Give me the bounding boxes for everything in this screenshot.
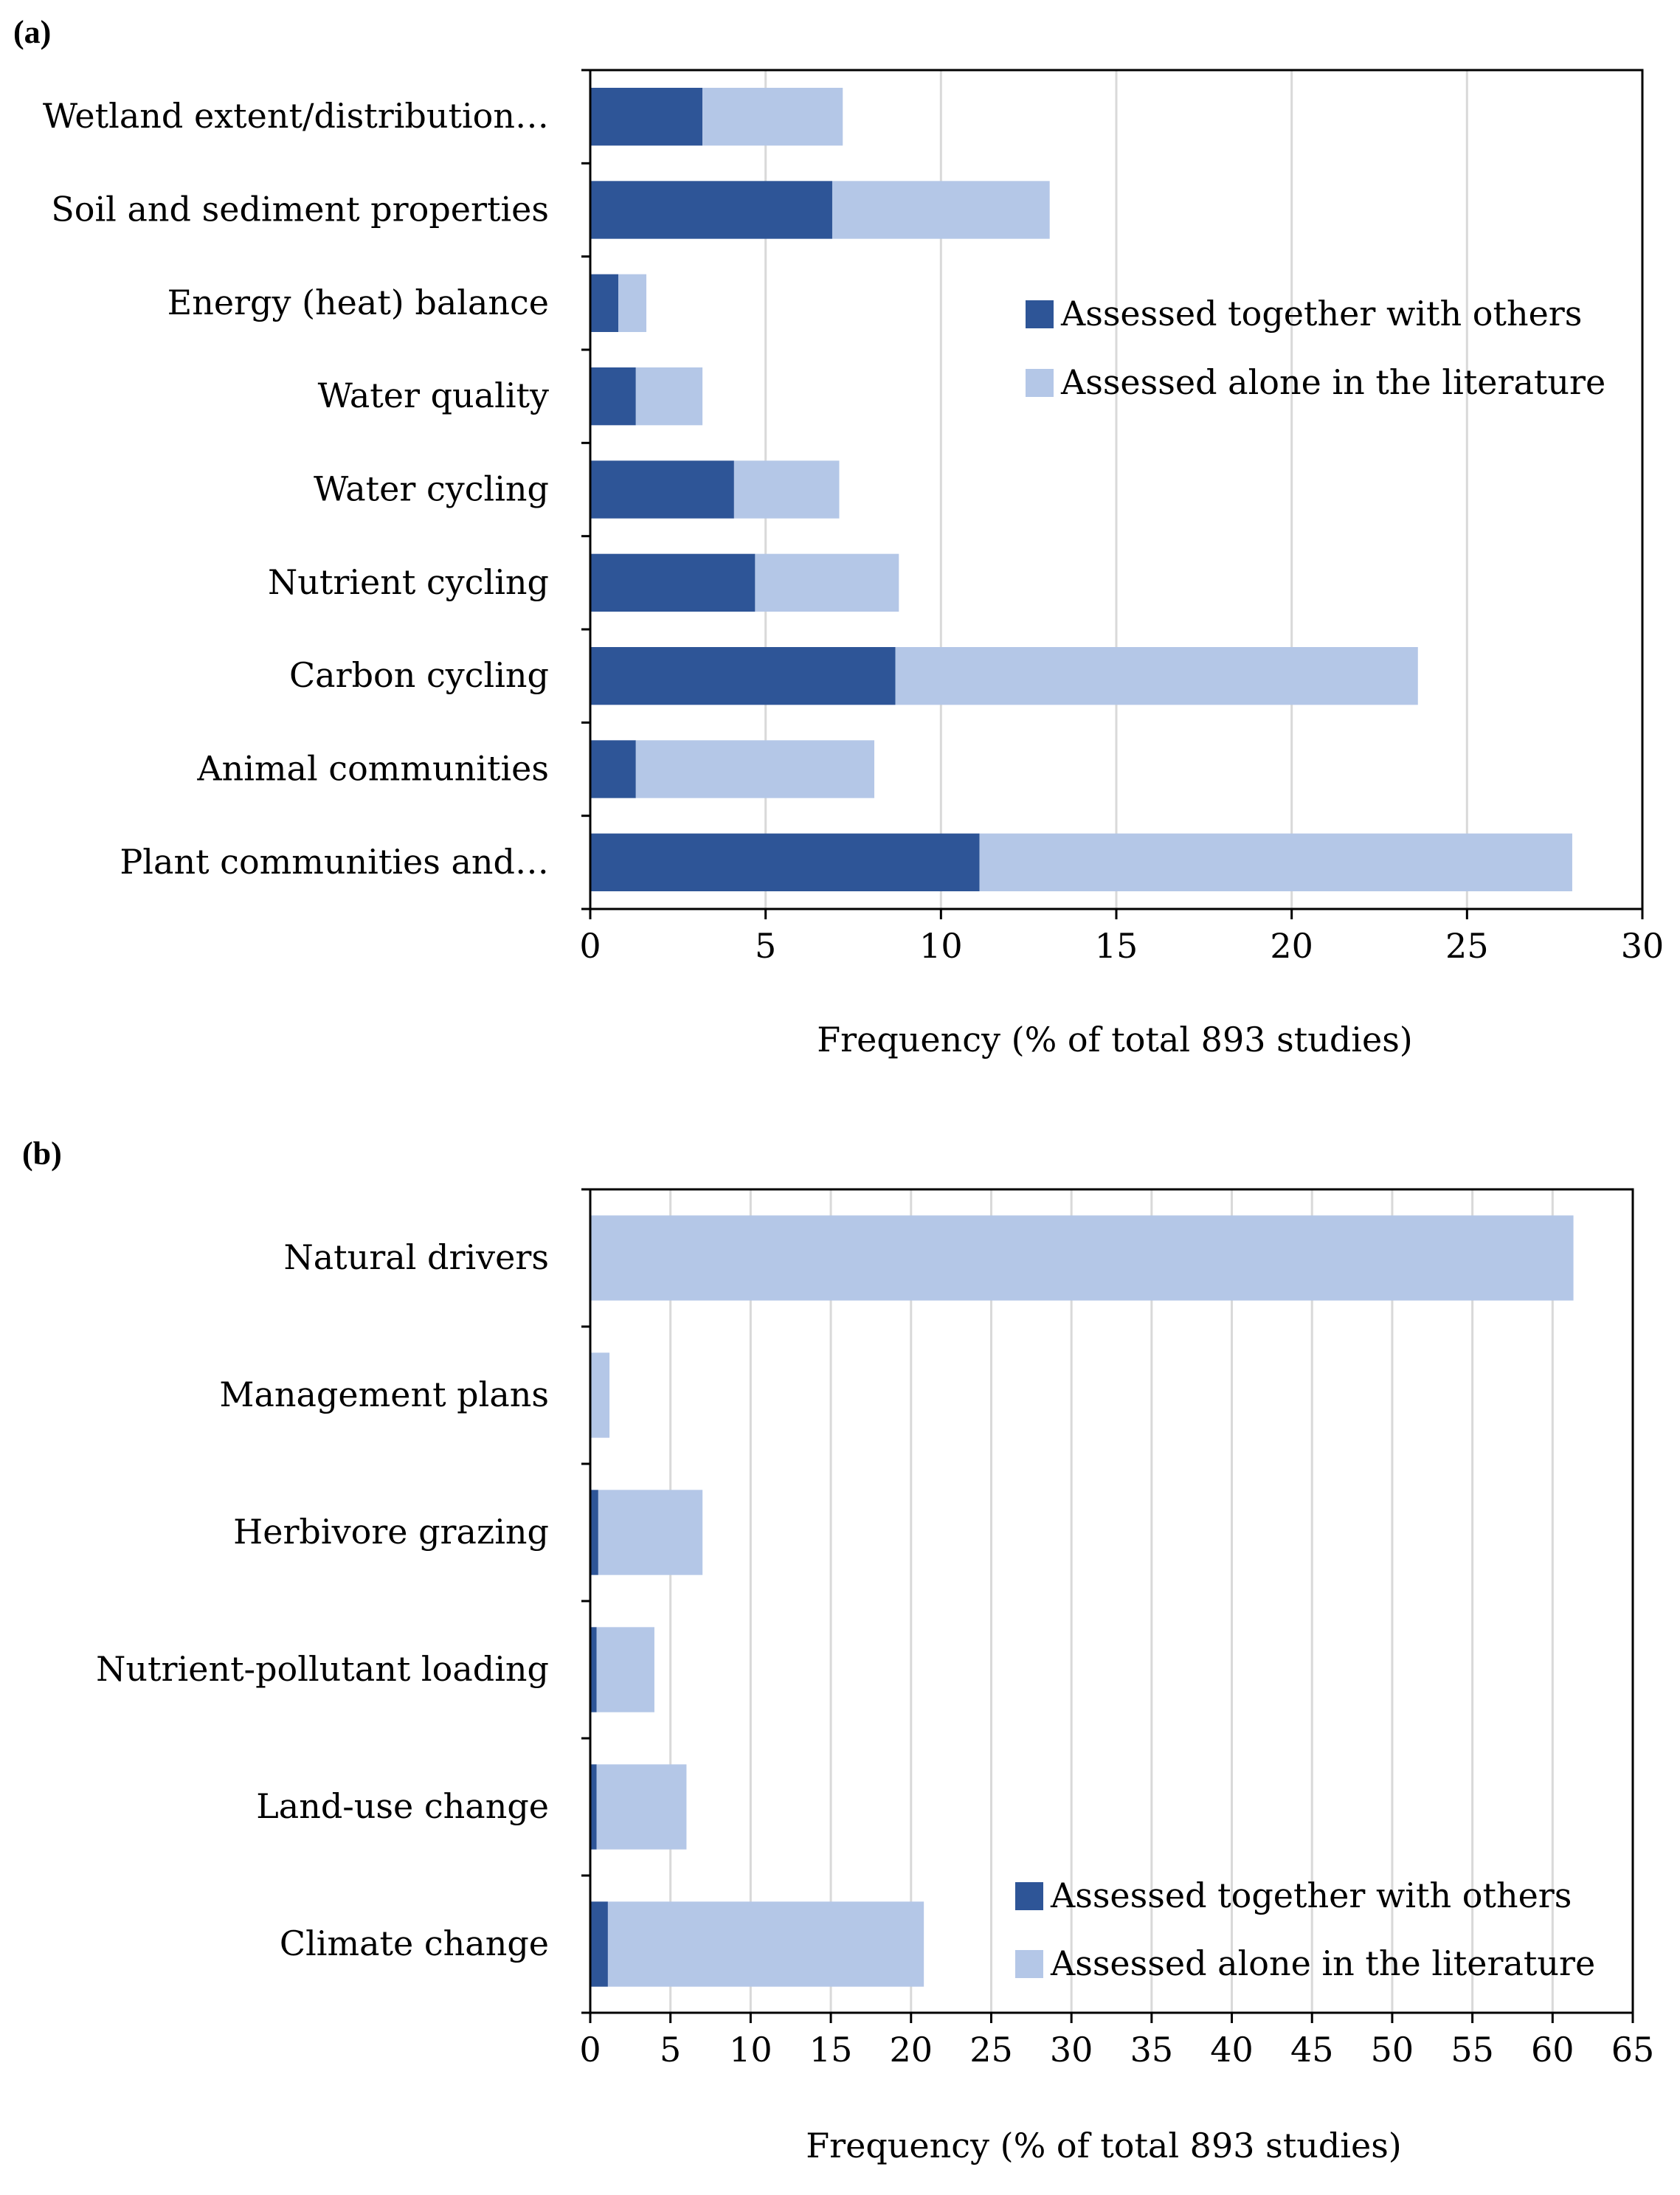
bar-alone	[702, 88, 843, 145]
category-label: Natural drivers	[283, 1237, 549, 1277]
x-tick-label: 20	[1270, 926, 1313, 966]
bar-together	[590, 554, 755, 612]
x-tick-label: 35	[1130, 2030, 1174, 2070]
x-tick-label: 60	[1531, 2030, 1574, 2070]
category-label: Carbon cycling	[288, 655, 549, 696]
bar-alone	[590, 1215, 1574, 1300]
bar-alone	[597, 1764, 687, 1849]
x-tick-label: 15	[809, 2030, 853, 2070]
x-tick-label: 50	[1370, 2030, 1414, 2070]
category-label: Land-use change	[256, 1786, 549, 1826]
bar-alone	[590, 1352, 609, 1437]
x-tick-label: 10	[919, 926, 963, 966]
panel-a-label: (a)	[13, 14, 52, 50]
x-tick-label: 15	[1094, 926, 1138, 966]
x-tick-label: 30	[1049, 2030, 1093, 2070]
category-label: Herbivore grazing	[233, 1512, 549, 1552]
bar-alone	[980, 834, 1572, 891]
category-label: Energy (heat) balance	[167, 282, 549, 322]
legend-label-together: Assessed together with others	[1051, 1876, 1572, 1915]
bar-alone	[896, 647, 1418, 705]
x-tick-label: 55	[1451, 2030, 1494, 2070]
panel-b-tick-labels	[579, 2030, 1654, 2070]
panel-b-label: (b)	[22, 1135, 62, 1172]
panel-a-legend	[1026, 294, 1605, 402]
category-label: Water quality	[317, 376, 549, 416]
bar-alone	[636, 367, 702, 425]
bar-together	[590, 1901, 608, 1986]
bar-alone	[598, 1490, 702, 1574]
panel-b-x-axis-title: Frequency (% of total 893 studies)	[806, 2126, 1402, 2165]
bar-alone	[636, 740, 874, 798]
bar-alone	[832, 181, 1050, 238]
bar-together	[590, 181, 832, 238]
category-label: Management plans	[219, 1375, 549, 1414]
legend-label-alone: Assessed alone in the literature	[1061, 362, 1606, 402]
x-tick-label: 0	[579, 926, 601, 966]
x-tick-label: 5	[660, 2030, 682, 2070]
x-tick-label: 25	[1445, 926, 1489, 966]
bar-alone	[597, 1627, 654, 1712]
x-tick-label: 30	[1620, 926, 1665, 966]
legend-swatch-together	[1026, 300, 1054, 328]
x-tick-label: 5	[755, 926, 777, 966]
bar-together	[590, 274, 618, 332]
category-label: Animal communities	[197, 748, 549, 789]
bar-together	[590, 647, 896, 705]
x-tick-label: 25	[969, 2030, 1013, 2070]
panel-a-category-labels	[43, 96, 549, 882]
panel-b-category-labels	[96, 1237, 549, 1963]
bar-alone	[618, 274, 646, 332]
category-label: Soil and sediment properties	[51, 189, 549, 229]
panel-b-legend	[1015, 1876, 1595, 1983]
x-tick-label: 65	[1611, 2030, 1655, 2070]
bar-together	[590, 460, 734, 518]
legend-swatch-together	[1015, 1882, 1043, 1910]
bar-alone	[755, 554, 899, 612]
panel-a-tick-labels	[579, 926, 1664, 966]
x-tick-label: 20	[889, 2030, 933, 2070]
bar-together	[590, 834, 980, 891]
category-label: Wetland extent/distribution…	[42, 96, 549, 136]
legend-swatch-alone	[1026, 369, 1054, 397]
bar-alone	[608, 1901, 924, 1986]
x-tick-label: 40	[1210, 2030, 1254, 2070]
panel-b-chart	[22, 1135, 1654, 2165]
bar-together	[590, 740, 636, 798]
bar-together	[590, 367, 636, 425]
panel-b-bars	[590, 1215, 1574, 1986]
panel-a-chart	[13, 14, 1664, 1060]
legend-swatch-alone	[1015, 1950, 1043, 1978]
bar-alone	[734, 460, 840, 518]
panel-a-bars	[590, 88, 1572, 891]
legend-label-alone: Assessed alone in the literature	[1051, 1943, 1596, 1983]
bar-together	[590, 1490, 598, 1574]
panel-a-x-axis-title: Frequency (% of total 893 studies)	[817, 1020, 1413, 1060]
x-tick-label: 45	[1290, 2030, 1334, 2070]
x-tick-label: 0	[579, 2030, 601, 2070]
legend-label-together: Assessed together with others	[1061, 294, 1583, 333]
category-label: Plant communities and…	[120, 841, 549, 882]
category-label: Nutrient-pollutant loading	[96, 1649, 549, 1689]
bar-together	[590, 88, 702, 145]
category-label: Nutrient cycling	[267, 561, 549, 602]
x-tick-label: 10	[729, 2030, 772, 2070]
category-label: Water cycling	[313, 469, 549, 509]
category-label: Climate change	[279, 1923, 549, 1963]
